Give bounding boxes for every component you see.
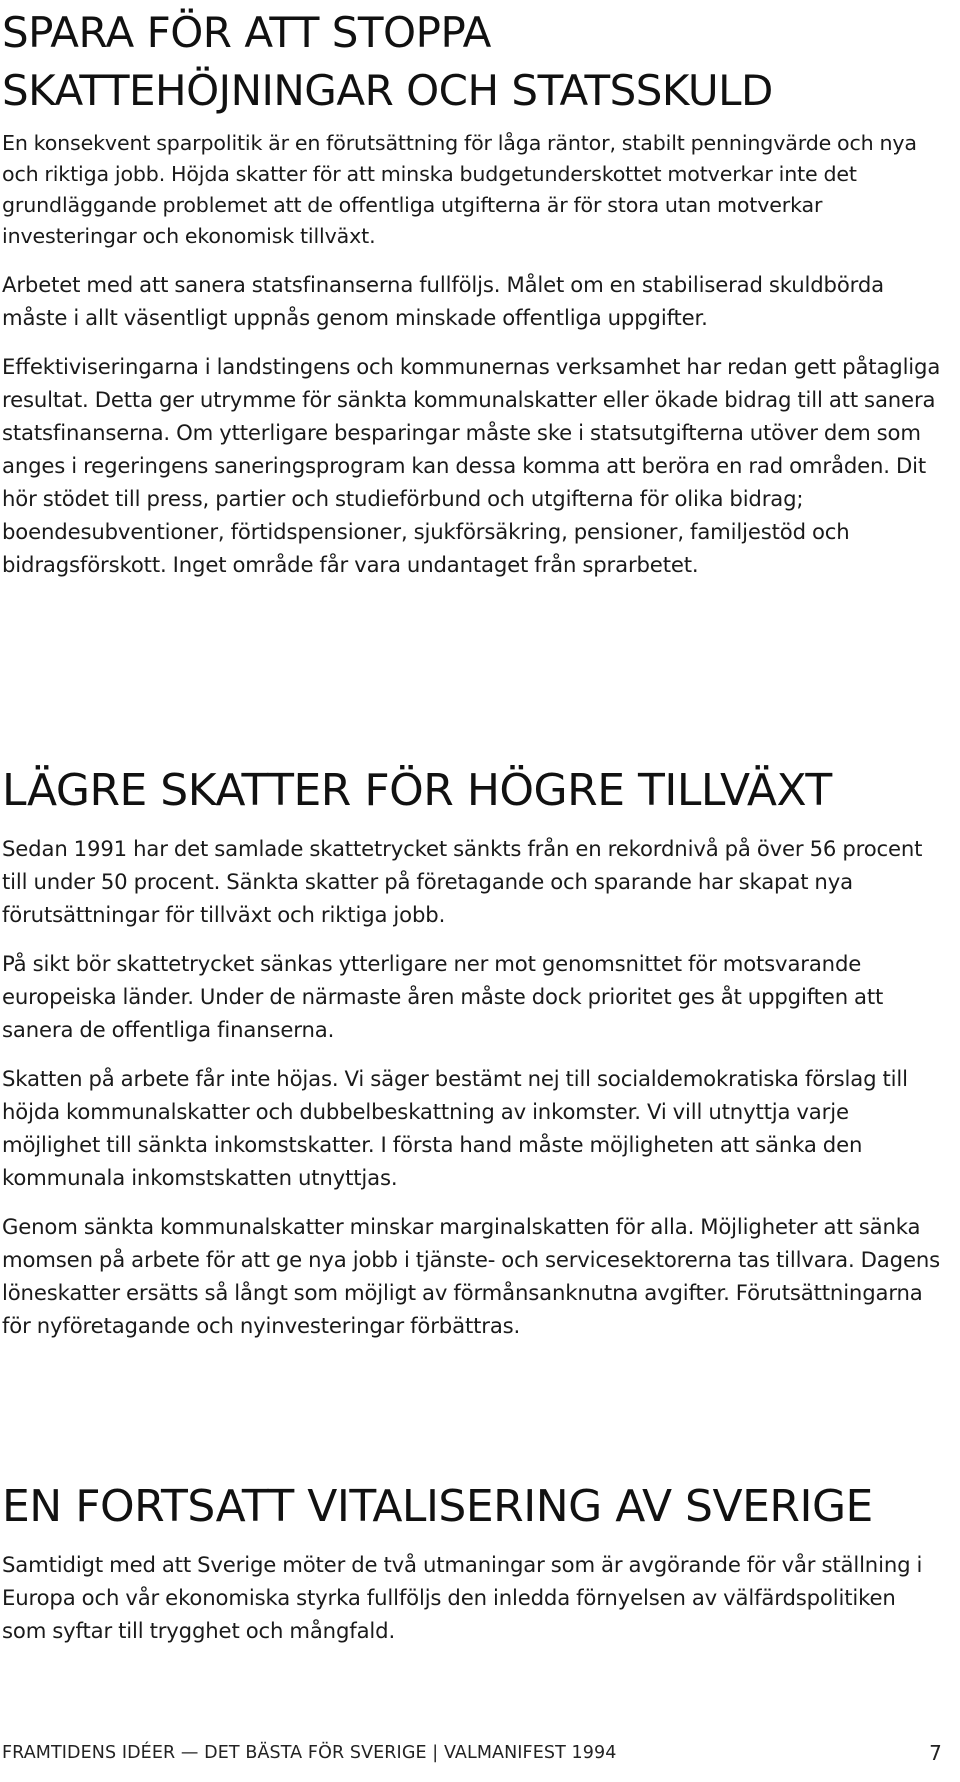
heading-line: EN FORTSATT VITALISERING AV SVERIGE <box>2 1481 873 1532</box>
paragraph: Genom sänkta kommunalskatter minskar marginalskatten för alla. Möjligheter att sänka momsen på arbete för att ge nya jobb i tjänste- och servicesektorerna tas tillvara. Dagens löneskatter ersätts så långt som möjligt av förmånsanknutna avgifter. Förutsättningarna för nyföretagande och nyinvesteringar förbättras. <box>2 1214 940 1338</box>
paragraph: Arbetet med att sanera statsfinanserna fullföljs. Målet om en stabiliserad skuldbörda måste i allt väsentligt uppnås genom minskade offentliga uppgifter. <box>2 272 884 330</box>
paragraph: En konsekvent sparpolitik är en förutsättning för låga räntor, stabilt penningvärde och nya och riktiga jobb. Höjda skatter för att minska budgetunderskottet motverkar inte det grundläggande problemet att de offentliga utgifterna är för stora utan motverkar investeringar och ekonomisk tillväxt. <box>2 131 917 248</box>
heading-line: SPARA FÖR ATT STOPPA <box>2 8 491 57</box>
paragraph: Skatten på arbete får inte höjas. Vi säger bestämt nej till socialdemokratiska förslag till höjda kommunalskatter och dubbelbeskattning av inkomster. Vi vill utnyttja varje möjlighet till sänkta inkomstskatter. I första hand måste möjligheten att sänka den kommunala inkomstskatten utnyttjas. <box>2 1066 908 1190</box>
section-spara <box>2 4 942 597</box>
paragraph: Effektiviseringarna i landstingens och kommunernas verksamhet har redan gett påtagliga resultat. Detta ger utrymme för sänkta kommunalskatter eller ökade bidrag till att sanera statsfinanserna. Om ytterligare besparingar måste ske i statsutgifterna utöver dem som anges i regeringens saneringsprogram kan dessa komma att beröra en rad områden. Dit hör stödet till press, partier och studieförbund och utgifterna för olika bidrag; boendesubventioner, förtidspensioner, sjukförsäkring, pensioner, familjestöd och bidragsförskott. Inget område får vara undantaget från sprarbetet. <box>2 354 941 577</box>
section-heading <box>2 1478 942 1536</box>
section-heading <box>2 762 942 820</box>
page-footer <box>2 1738 942 1768</box>
section-vitalisering <box>2 1478 942 1663</box>
heading-line: SKATTEHÖJNINGAR OCH STATSSKULD <box>2 66 773 115</box>
paragraph: På sikt bör skattetrycket sänkas ytterligare ner mot genomsnittet för motsvarande europeiska länder. Under de närmaste åren måste dock prioritet ges åt uppgiften att sanera de offentliga finanserna. <box>2 951 884 1042</box>
paragraph: Samtidigt med att Sverige möter de två utmaningar som är avgörande för vår ställning i Europa och vår ekonomiska styrka fullföljs den inledda förnyelsen av välfärdspolitiken som syftar till trygghet och mångfald. <box>2 1552 923 1643</box>
section-heading <box>2 4 942 120</box>
footer-title: FRAMTIDENS IDÉER — DET BÄSTA FÖR SVERIGE | VALMANIFEST 1994 <box>2 1743 617 1763</box>
paragraph: Sedan 1991 har det samlade skattetrycket sänkts från en rekordnivå på över 56 procent till under 50 procent. Sänkta skatter på företagande och sparande har skapat nya förutsättningar för tillväxt och riktiga jobb. <box>2 836 923 927</box>
page-number: 7 <box>929 1741 942 1765</box>
heading-line: LÄGRE SKATTER FÖR HÖGRE TILLVÄXT <box>2 765 832 816</box>
section-lagre-skatter <box>2 762 942 1358</box>
